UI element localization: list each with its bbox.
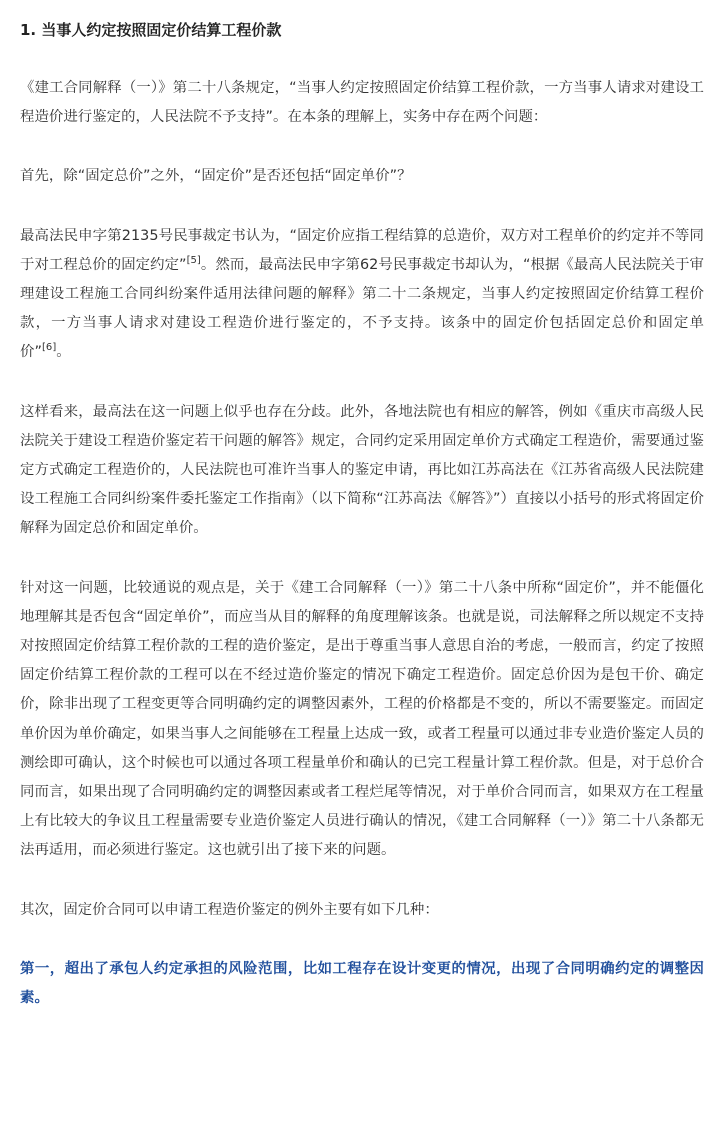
paragraph-7-highlight: 第一，超出了承包人约定承担的风险范围，比如工程存在设计变更的情况，出现了合同明确约定的调整因素。 bbox=[20, 960, 704, 1007]
section-heading: 1. 当事人约定按照固定价结算工程价款 bbox=[20, 21, 282, 39]
paragraph-3-part-c: 。 bbox=[56, 344, 71, 361]
paragraph-3-part-b: 。然而，最高法民申字第62号民事裁定书却认为，“根据《最高人民法院关于审理建设工程施工合同纠纷案件适用法律问题的解释》第二十二条规定，当事人约定按照固定价结算工程价款，一方当事人请求对建设工程造价进行鉴定的，不予支持。该条中的固定价包括固定总价和固定单价” bbox=[20, 256, 704, 361]
paragraph-2: 首先，除“固定总价”之外，“固定价”是否还包括“固定单价”？ bbox=[20, 168, 412, 185]
paragraph-3-part-a: 最高法民申字第2135号民事裁定书认为，“固定价应指工程结算的总造价，双方对工程单价的约定并不等同于对工程总价的固定约定” bbox=[20, 227, 704, 273]
paragraph-1: 《建工合同解释（一）》第二十八条规定，“当事人约定按照固定价结算工程价款，一方当事人请求对建设工程造价进行鉴定的，人民法院不予支持”。在本条的理解上，实务中存在两个问题： bbox=[20, 80, 704, 126]
paragraph-4: 这样看来，最高法在这一问题上似乎也存在分歧。此外，各地法院也有相应的解答，例如《重庆市高级人民法院关于建设工程造价鉴定若干问题的解答》规定，合同约定采用固定单价方式确定工程造价，需要通过鉴定方式确定工程造价的，人民法院也可准许当事人的鉴定申请，再比如江苏高法在《江苏省高级人民法院建设工程施工合同纠纷案件委托鉴定工作指南》（以下简称“江苏高法《解答》”）直接以小括号的形式将固定价解释为固定总价和固定单价。 bbox=[20, 403, 704, 537]
footnote-ref-5[interactable]: [5] bbox=[186, 254, 201, 266]
paragraph-6: 其次，固定价合同可以申请工程造价鉴定的例外主要有如下几种： bbox=[20, 901, 439, 918]
paragraph-5: 针对这一问题，比较通说的观点是，关于《建工合同解释（一）》第二十八条中所称“固定价”，并不能僵化地理解其是否包含“固定单价”，而应当从目的解释的角度理解该条。也就是说，司法解释之所以规定不支持对按照固定价结算工程价款的工程的造价鉴定，是出于尊重当事人意思自治的考虑，一般而言，约定了按照固定价结算工程价款的工程可以在不经过造价鉴定的情况下确定工程造价。固定总价因为是包干价、确定价，除非出现了工程变更等合同明确约定的调整因素外，工程的价格都是不变的，所以不需要鉴定。而固定单价因为单价确定，如果当事人之间能够在工程量上达成一致，或者工程量可以通过非专业造价鉴定人员的测绘即可确认，这个时候也可以通过各项工程量单价和确认的已完工程量计算工程价款。但是，对于总价合同而言，如果出现了合同明确约定的调整因素或者工程烂尾等情况，对于单价合同而言，如果双方在工程量上有比较大的争议且工程量需要专业造价鉴定人员进行确认的情况，《建工合同解释（一）》第二十八条都无法再适用，而必须进行鉴定。这也就引出了接下来的问题。 bbox=[20, 579, 704, 859]
paragraph-3 bbox=[20, 222, 704, 368]
footnote-ref-6[interactable]: [6] bbox=[41, 342, 57, 354]
